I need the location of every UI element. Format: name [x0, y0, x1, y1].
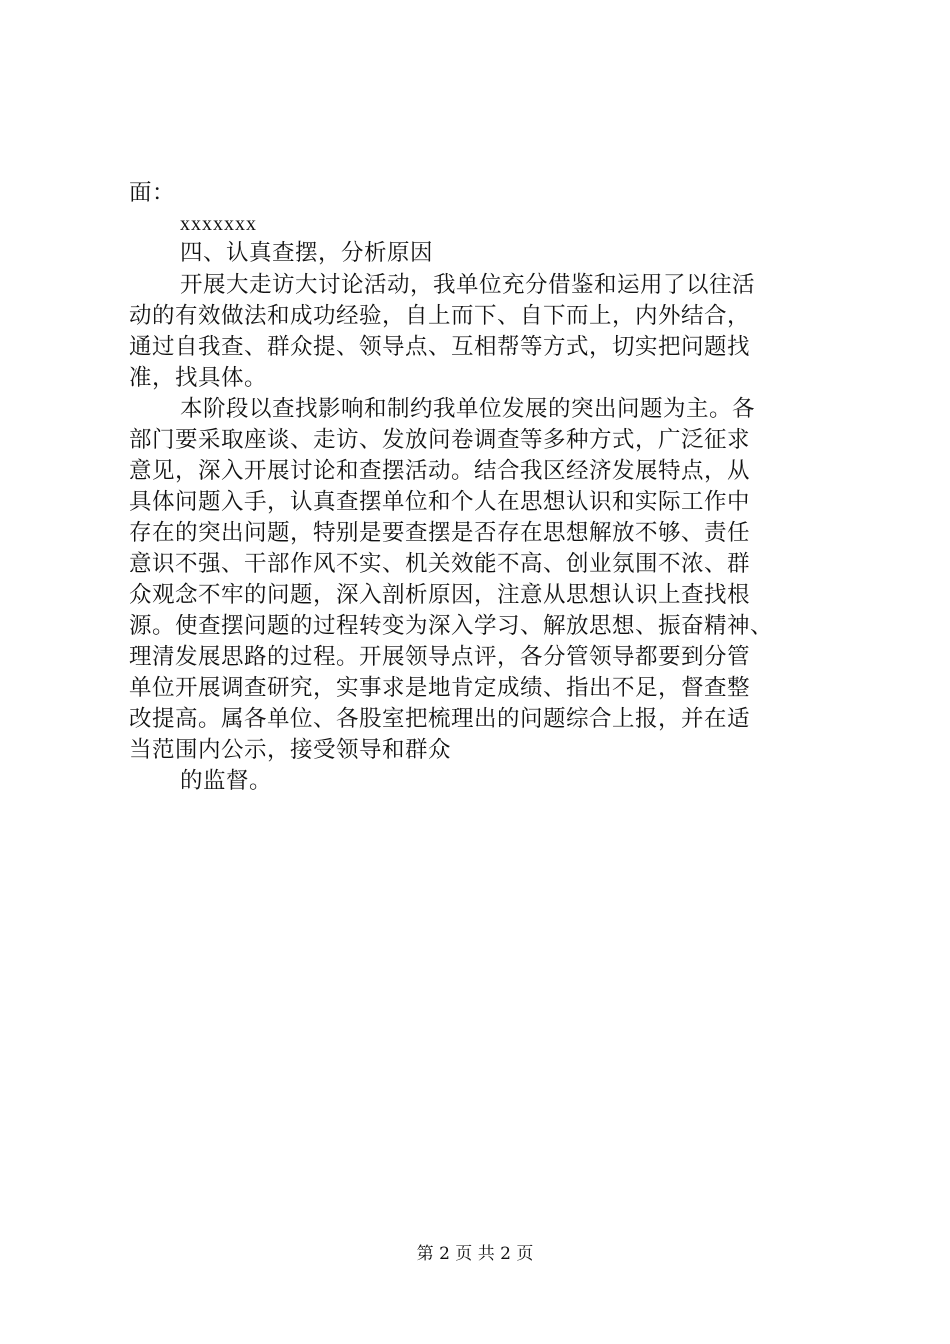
paragraph-line: 本阶段以查找影响和制约我单位发展的突出问题为主。各: [180, 396, 756, 422]
paragraph-line: 动的有效做法和成功经验，自上而下、自下而上，内外结合，: [129, 303, 751, 329]
paragraph-line: 部门要采取座谈、走访、发放问卷调查等多种方式，广泛征求: [129, 427, 751, 453]
section-heading: 四、认真查摆，分析原因: [180, 240, 434, 266]
paragraph-line: 当范围内公示，接受领导和群众: [129, 737, 452, 763]
paragraph-line: 意见，深入开展讨论和查摆活动。结合我区经济发展特点，从: [129, 458, 751, 484]
paragraph-line: 改提高。属各单位、各股室把梳理出的问题综合上报，并在适: [129, 706, 751, 732]
paragraph-line: 具体问题入手，认真查摆单位和个人在思想认识和实际工作中: [129, 489, 751, 515]
paragraph-line: 单位开展调查研究，实事求是地肯定成绩、指出不足，督查整: [129, 675, 751, 701]
paragraph-line: 源。使查摆问题的过程转变为深入学习、解放思想、振奋精神、: [129, 613, 774, 639]
paragraph-line: 准，找具体。: [129, 365, 268, 391]
text-line: 面：: [129, 180, 176, 206]
paragraph-line: 众观念不牢的问题，深入剖析原因，注意从思想认识上查找根: [129, 582, 751, 608]
paragraph-line: 理清发展思路的过程。开展领导点评，各分管领导都要到分管: [129, 644, 751, 670]
paragraph-line: 通过自我查、群众提、领导点、互相帮等方式，切实把问题找: [129, 334, 751, 360]
paragraph-line: 的监督。: [180, 768, 273, 794]
placeholder-text: xxxxxxx: [180, 213, 257, 235]
page-number: 第 2 页 共 2 页: [416, 1244, 534, 1264]
paragraph-line: 存在的突出问题，特别是要查摆是否存在思想解放不够、责任: [129, 520, 751, 546]
paragraph-line: 意识不强、干部作风不实、机关效能不高、创业氛围不浓、群: [129, 551, 751, 577]
paragraph-line: 开展大走访大讨论活动，我单位充分借鉴和运用了以往活: [180, 272, 756, 298]
